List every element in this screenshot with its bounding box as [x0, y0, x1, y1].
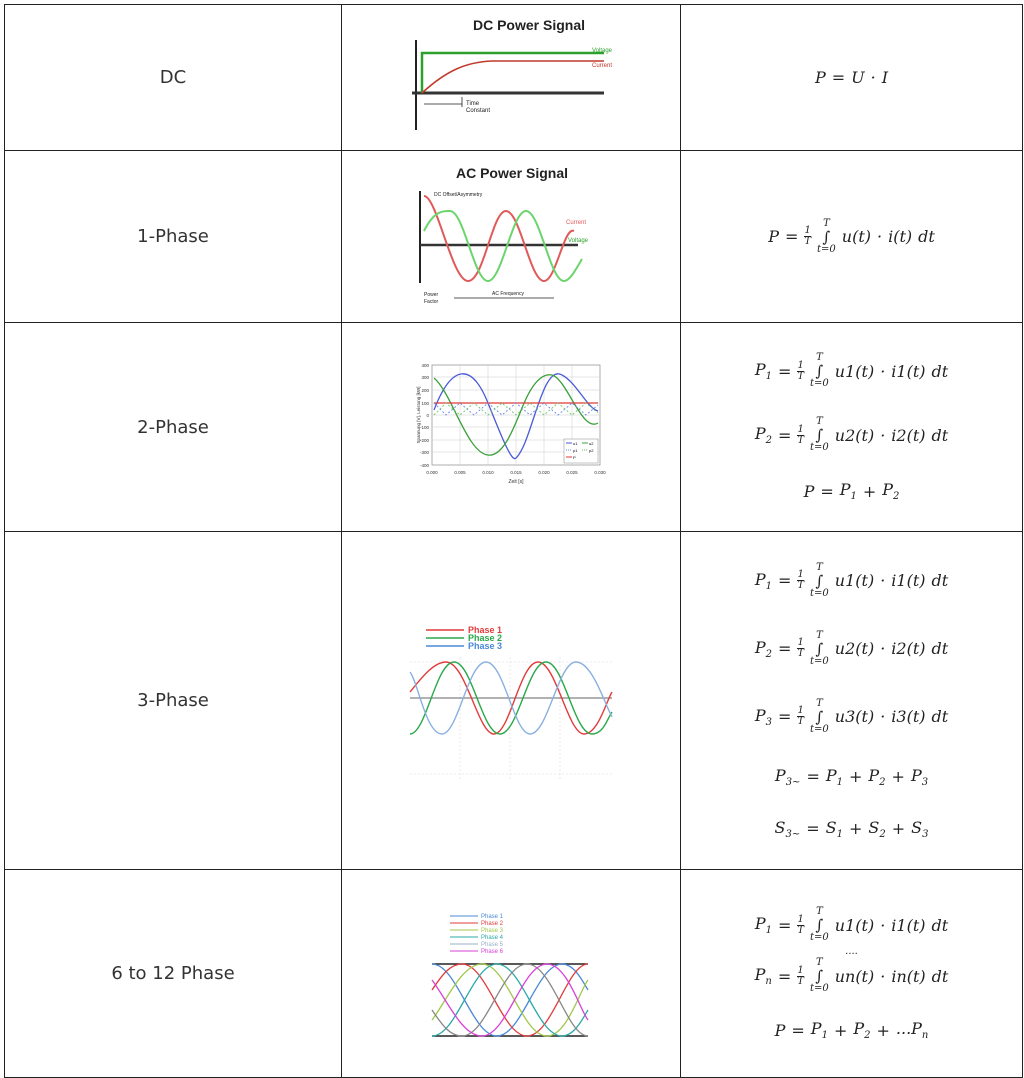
y-tick-labels: [420, 363, 430, 468]
row-label: DC: [5, 5, 342, 151]
x-axis-label: Zeit [s]: [508, 479, 524, 485]
two-phase-chart: [342, 323, 680, 526]
svg-text:Phase 2: Phase 2: [468, 633, 503, 643]
voltage-label: Voltage: [568, 238, 589, 244]
y-axis-label: Spannung [V], Leistung [kW]: [416, 386, 421, 444]
svg-text:u2: u2: [589, 441, 594, 446]
svg-text:Phase 5: Phase 5: [481, 942, 504, 948]
svg-text:-300: -300: [419, 450, 429, 455]
svg-text:Phase 6: Phase 6: [481, 949, 504, 955]
eq-integral: T ∫ t=0: [817, 217, 836, 255]
one-phase-formula: [681, 151, 1023, 323]
eq-equals: =: [831, 68, 846, 87]
svg-text:0.000: 0.000: [426, 470, 438, 475]
svg-text:300: 300: [421, 375, 429, 380]
svg-text:Phase 3: Phase 3: [468, 641, 503, 651]
power-label: Power: [424, 292, 439, 298]
svg-text:Phase 1: Phase 1: [481, 914, 504, 920]
svg-text:Phase 3: Phase 3: [481, 928, 504, 934]
svg-text:0.020: 0.020: [538, 470, 550, 475]
svg-text:Phase 2: Phase 2: [481, 921, 504, 927]
current-label: Current: [566, 220, 587, 226]
row-label: 1-Phase: [5, 151, 342, 323]
svg-text:0.025: 0.025: [566, 470, 578, 475]
table-row: [5, 151, 1023, 323]
dc-power-signal-chart: [342, 5, 680, 145]
factor-label: Factor: [424, 299, 439, 305]
svg-text:0.015: 0.015: [510, 470, 522, 475]
table-row: [5, 323, 1023, 532]
eq-dot: ·: [870, 68, 876, 87]
eq-dot: ·: [877, 227, 883, 246]
svg-text:Phase 4: Phase 4: [481, 935, 504, 941]
eq-symbol: P: [814, 68, 826, 87]
two-phase-formula: $P_1$ = $\frac{1}{T}$ T ∫ t=0 u1(t) · i1(t) dt $P_2$ = $\frac{1}{T}$ T ∫ t=0 u2(t) · i2(t) dt P = $P_1$ + $P_2$: [681, 323, 1023, 532]
table-row: [5, 5, 1023, 151]
current-line: [422, 61, 604, 93]
frequency-label: AC Frequency: [492, 291, 524, 297]
legend: [564, 439, 598, 463]
svg-text:u1: u1: [573, 441, 578, 446]
eq-term: dt: [918, 227, 935, 246]
svg-text:p2: p2: [589, 448, 594, 453]
dc-formula: [681, 5, 1023, 151]
svg-text:0: 0: [426, 413, 429, 418]
chart-title: DC Power Signal: [472, 17, 586, 33]
eq-fraction: $\frac{1}{T}$: [804, 225, 812, 247]
svg-text:-100: -100: [419, 425, 429, 430]
table-row: [5, 532, 1023, 870]
ac-chart-cell: [342, 151, 681, 323]
current-label: Current: [592, 63, 613, 69]
svg-text:p1: p1: [573, 448, 578, 453]
legend: [426, 625, 502, 651]
eq-equals: =: [784, 227, 799, 246]
offset-label: DC Offset/Asymmetry: [434, 192, 483, 198]
dc-chart-cell: [342, 5, 681, 151]
chart-title: AC Power Signal: [455, 165, 569, 181]
ac-power-signal-chart: [342, 151, 680, 317]
power-formula-table: [4, 4, 1023, 1078]
svg-text:P: P: [573, 455, 576, 460]
constant-label: Constant: [466, 108, 491, 114]
two-phase-chart-cell: [342, 323, 681, 532]
svg-text:0.010: 0.010: [482, 470, 494, 475]
x-tick-labels: [426, 470, 606, 475]
svg-text:0.030: 0.030: [594, 470, 606, 475]
svg-text:400: 400: [421, 363, 429, 368]
three-phase-formula: $P_1$ = $\frac{1}{T}$ T ∫ t=0 u1(t) · i1(t) dt $P_2$ = $\frac{1}{T}$ T ∫ t=0 u2(t) · i2(t) dt $P_3$ = $\frac{1}{T}$ T ∫ t=0 u3(t) · i3(t) dt $P_{3\sim}$ = $P_1$ + $P_2$ + $P_3$ $S_{3\sim}$ = $S_1$ + $S_2$ + $S_3$: [681, 532, 1023, 870]
table-row: [5, 870, 1023, 1078]
eq-symbol: P: [768, 227, 779, 246]
legend: [450, 914, 504, 955]
multi-phase-formula: $P_1$ = $\frac{1}{T}$ T ∫ t=0 u1(t) · i1(t) dt .... $P_n$ = $\frac{1}{T}$ T ∫ t=0 un(t) · in(t) dt P = $P_1$ + $P_2$ + $...P_n$: [681, 870, 1023, 1078]
svg-text:-400: -400: [419, 463, 429, 468]
eq-term: u(t): [841, 227, 872, 246]
three-phase-chart-cell: [342, 532, 681, 870]
eq-term: i(t): [888, 227, 913, 246]
three-phase-chart: [342, 532, 680, 864]
row-label: 2-Phase: [5, 323, 342, 532]
svg-text:0.005: 0.005: [454, 470, 466, 475]
six-phase-chart: [342, 870, 680, 1072]
row-label: 6 to 12 Phase: [5, 870, 342, 1078]
svg-text:-200: -200: [419, 438, 429, 443]
time-label: Time: [466, 101, 480, 107]
svg-text:200: 200: [421, 388, 429, 393]
svg-text:100: 100: [421, 401, 429, 406]
voltage-label: Voltage: [592, 48, 613, 54]
svg-text:Phase 1: Phase 1: [468, 625, 503, 635]
eq-symbol: U: [851, 68, 865, 87]
row-label: 3-Phase: [5, 532, 342, 870]
eq-symbol: I: [881, 68, 889, 87]
eq-ellipsis: ....: [845, 946, 858, 957]
six-phase-chart-cell: [342, 870, 681, 1078]
